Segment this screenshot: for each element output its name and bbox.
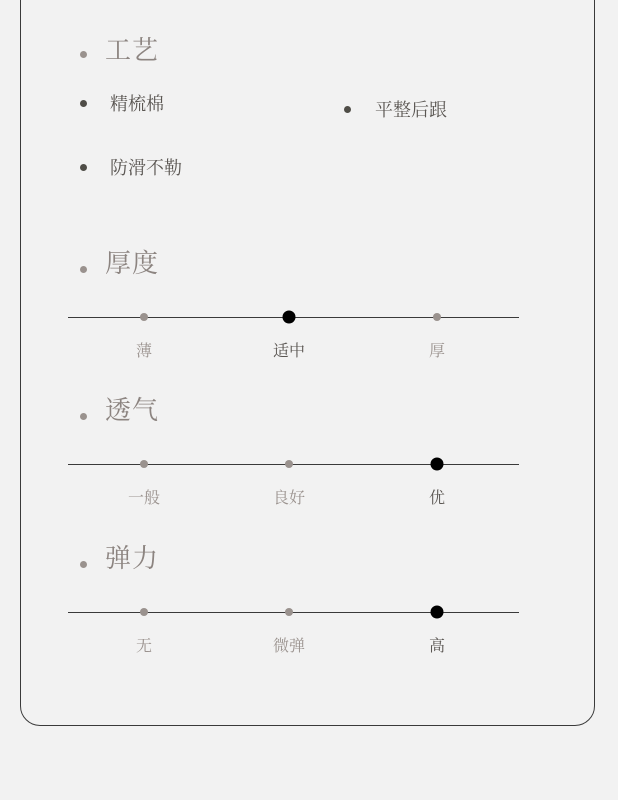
- feature-item: 精梳棉: [110, 94, 164, 115]
- breathability-option-marker[interactable]: [285, 460, 293, 468]
- breathability-option-label: 优: [428, 488, 446, 507]
- craft-title: 工艺: [105, 36, 160, 66]
- breathability-title-bullet: [80, 413, 87, 420]
- elasticity-title-bullet: [80, 561, 87, 568]
- thickness-option-marker[interactable]: [140, 313, 148, 321]
- elasticity-option-marker[interactable]: [431, 606, 444, 619]
- thickness-option-label: 适中: [272, 341, 306, 360]
- feature-bullet: [344, 106, 351, 113]
- thickness-title-bullet: [80, 266, 87, 273]
- elasticity-title: 弹力: [105, 544, 160, 574]
- breathability-option-marker[interactable]: [431, 458, 444, 471]
- elasticity-option-label: 微弹: [272, 636, 306, 655]
- elasticity-option-label: 无: [135, 636, 153, 655]
- product-spec-card: [20, 0, 595, 726]
- breathability-title: 透气: [105, 396, 160, 426]
- feature-bullet: [80, 164, 87, 171]
- breathability-scale-track: [68, 464, 519, 465]
- feature-bullet: [80, 100, 87, 107]
- feature-item: 防滑不勒: [110, 158, 182, 179]
- elasticity-option-marker[interactable]: [140, 608, 148, 616]
- breathability-option-label: 一般: [127, 488, 161, 507]
- elasticity-scale-track: [68, 612, 519, 613]
- feature-item: 平整后跟: [375, 100, 447, 121]
- thickness-option-label: 厚: [428, 341, 446, 360]
- elasticity-option-label: 高: [428, 636, 446, 655]
- thickness-option-marker[interactable]: [433, 313, 441, 321]
- thickness-title: 厚度: [105, 249, 160, 279]
- elasticity-option-marker[interactable]: [285, 608, 293, 616]
- thickness-option-marker[interactable]: [283, 311, 296, 324]
- craft-title-bullet: [80, 51, 87, 58]
- breathability-option-marker[interactable]: [140, 460, 148, 468]
- breathability-option-label: 良好: [272, 488, 306, 507]
- thickness-option-label: 薄: [135, 341, 153, 360]
